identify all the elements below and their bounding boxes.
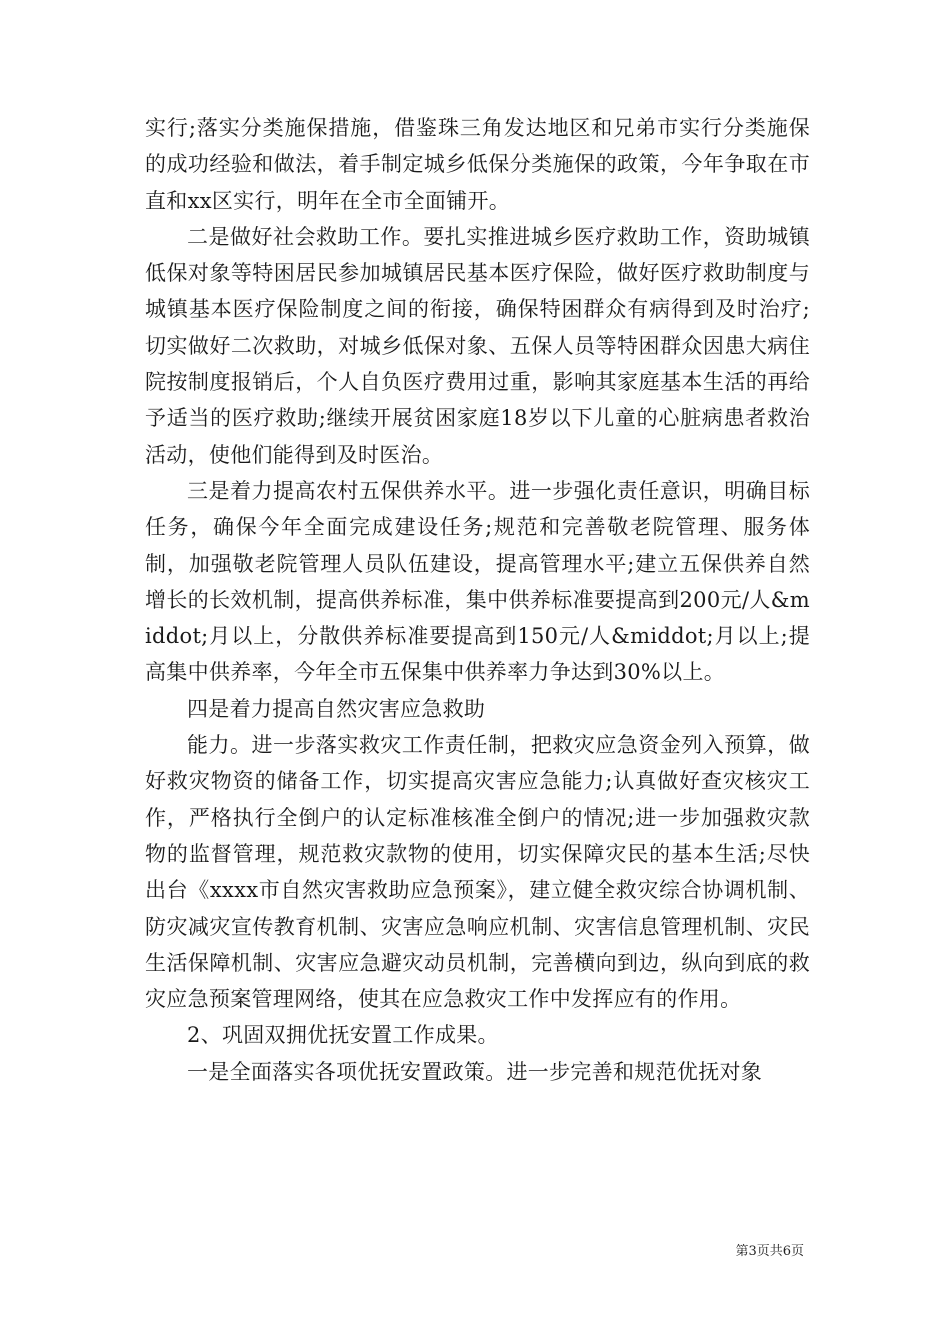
paragraph-disaster-relief-heading: 四是着力提高自然灾害应急救助 xyxy=(187,696,486,721)
paragraph-social-assistance: 二是做好社会救助工作。要扎实推进城乡医疗救助工作，资助城镇低保对象等特困居民参加城镇居民基本医疗保险，做好医疗救助制度与城镇基本医疗保险制度之间的衔接，确保特困群众有病得到及时治疗;切实做好二次救助，对城乡低保对象、五保人员等特困群众因患大病住院按制度报销后，个人自负医疗费用过重，影响其家庭基本生活的再给予适当的医疗救助;继续开展贫困家庭18岁以下儿童的心脏病患者救治活动，使他们能得到及时医治。 xyxy=(145,224,810,467)
section-heading-support-military: 2、巩固双拥优抚安置工作成果。 xyxy=(187,1023,499,1048)
paragraph-preferential-policies: 一是全面落实各项优抚安置政策。进一步完善和规范优抚对象 xyxy=(187,1059,763,1084)
document-body xyxy=(145,110,810,1090)
paragraph-disaster-relief-body: 能力。进一步落实救灾工作责任制，把救灾应急资金列入预算，做好救灾物资的储备工作，切实提高灾害应急能力;认真做好查灾核灾工作，严格执行全倒户的认定标准核准全倒户的情况;进一步加强救灾款物的监督管理，规范救灾款物的使用，切实保障灾民的基本生活;尽快出台《xxxx市自然灾害救助应急预案》，建立健全救灾综合协调机制、防灾减灾宣传教育机制、灾害应急响应机制、灾害信息管理机制、灾民生活保障机制、灾害应急避灾动员机制，完善横向到边，纵向到底的救灾应急预案管理网络，使其在应急救灾工作中发挥应有的作用。 xyxy=(145,733,810,1012)
paragraph-continuation: 实行;落实分类施保措施，借鉴珠三角发达地区和兄弟市实行分类施保的成功经验和做法，着手制定城乡低保分类施保的政策，今年争取在市直和xx区实行，明年在全市全面铺开。 xyxy=(145,116,810,213)
page-number-footer: 第3页共6页 xyxy=(735,1244,804,1259)
paragraph-rural-five-guarantees: 三是着力提高农村五保供养水平。进一步强化责任意识，明确目标任务，确保今年全面完成建设任务;规范和完善敬老院管理、服务体制，加强敬老院管理人员队伍建设，提高管理水平;建立五保供养自然增长的长效机制，提高供养标准，集中供养标准要提高到200元/人&middot;月以上，分散供养标准要提高到150元/人&middot;月以上;提高集中供养率，今年全市五保集中供养率力争达到30%以上。 xyxy=(145,478,810,685)
